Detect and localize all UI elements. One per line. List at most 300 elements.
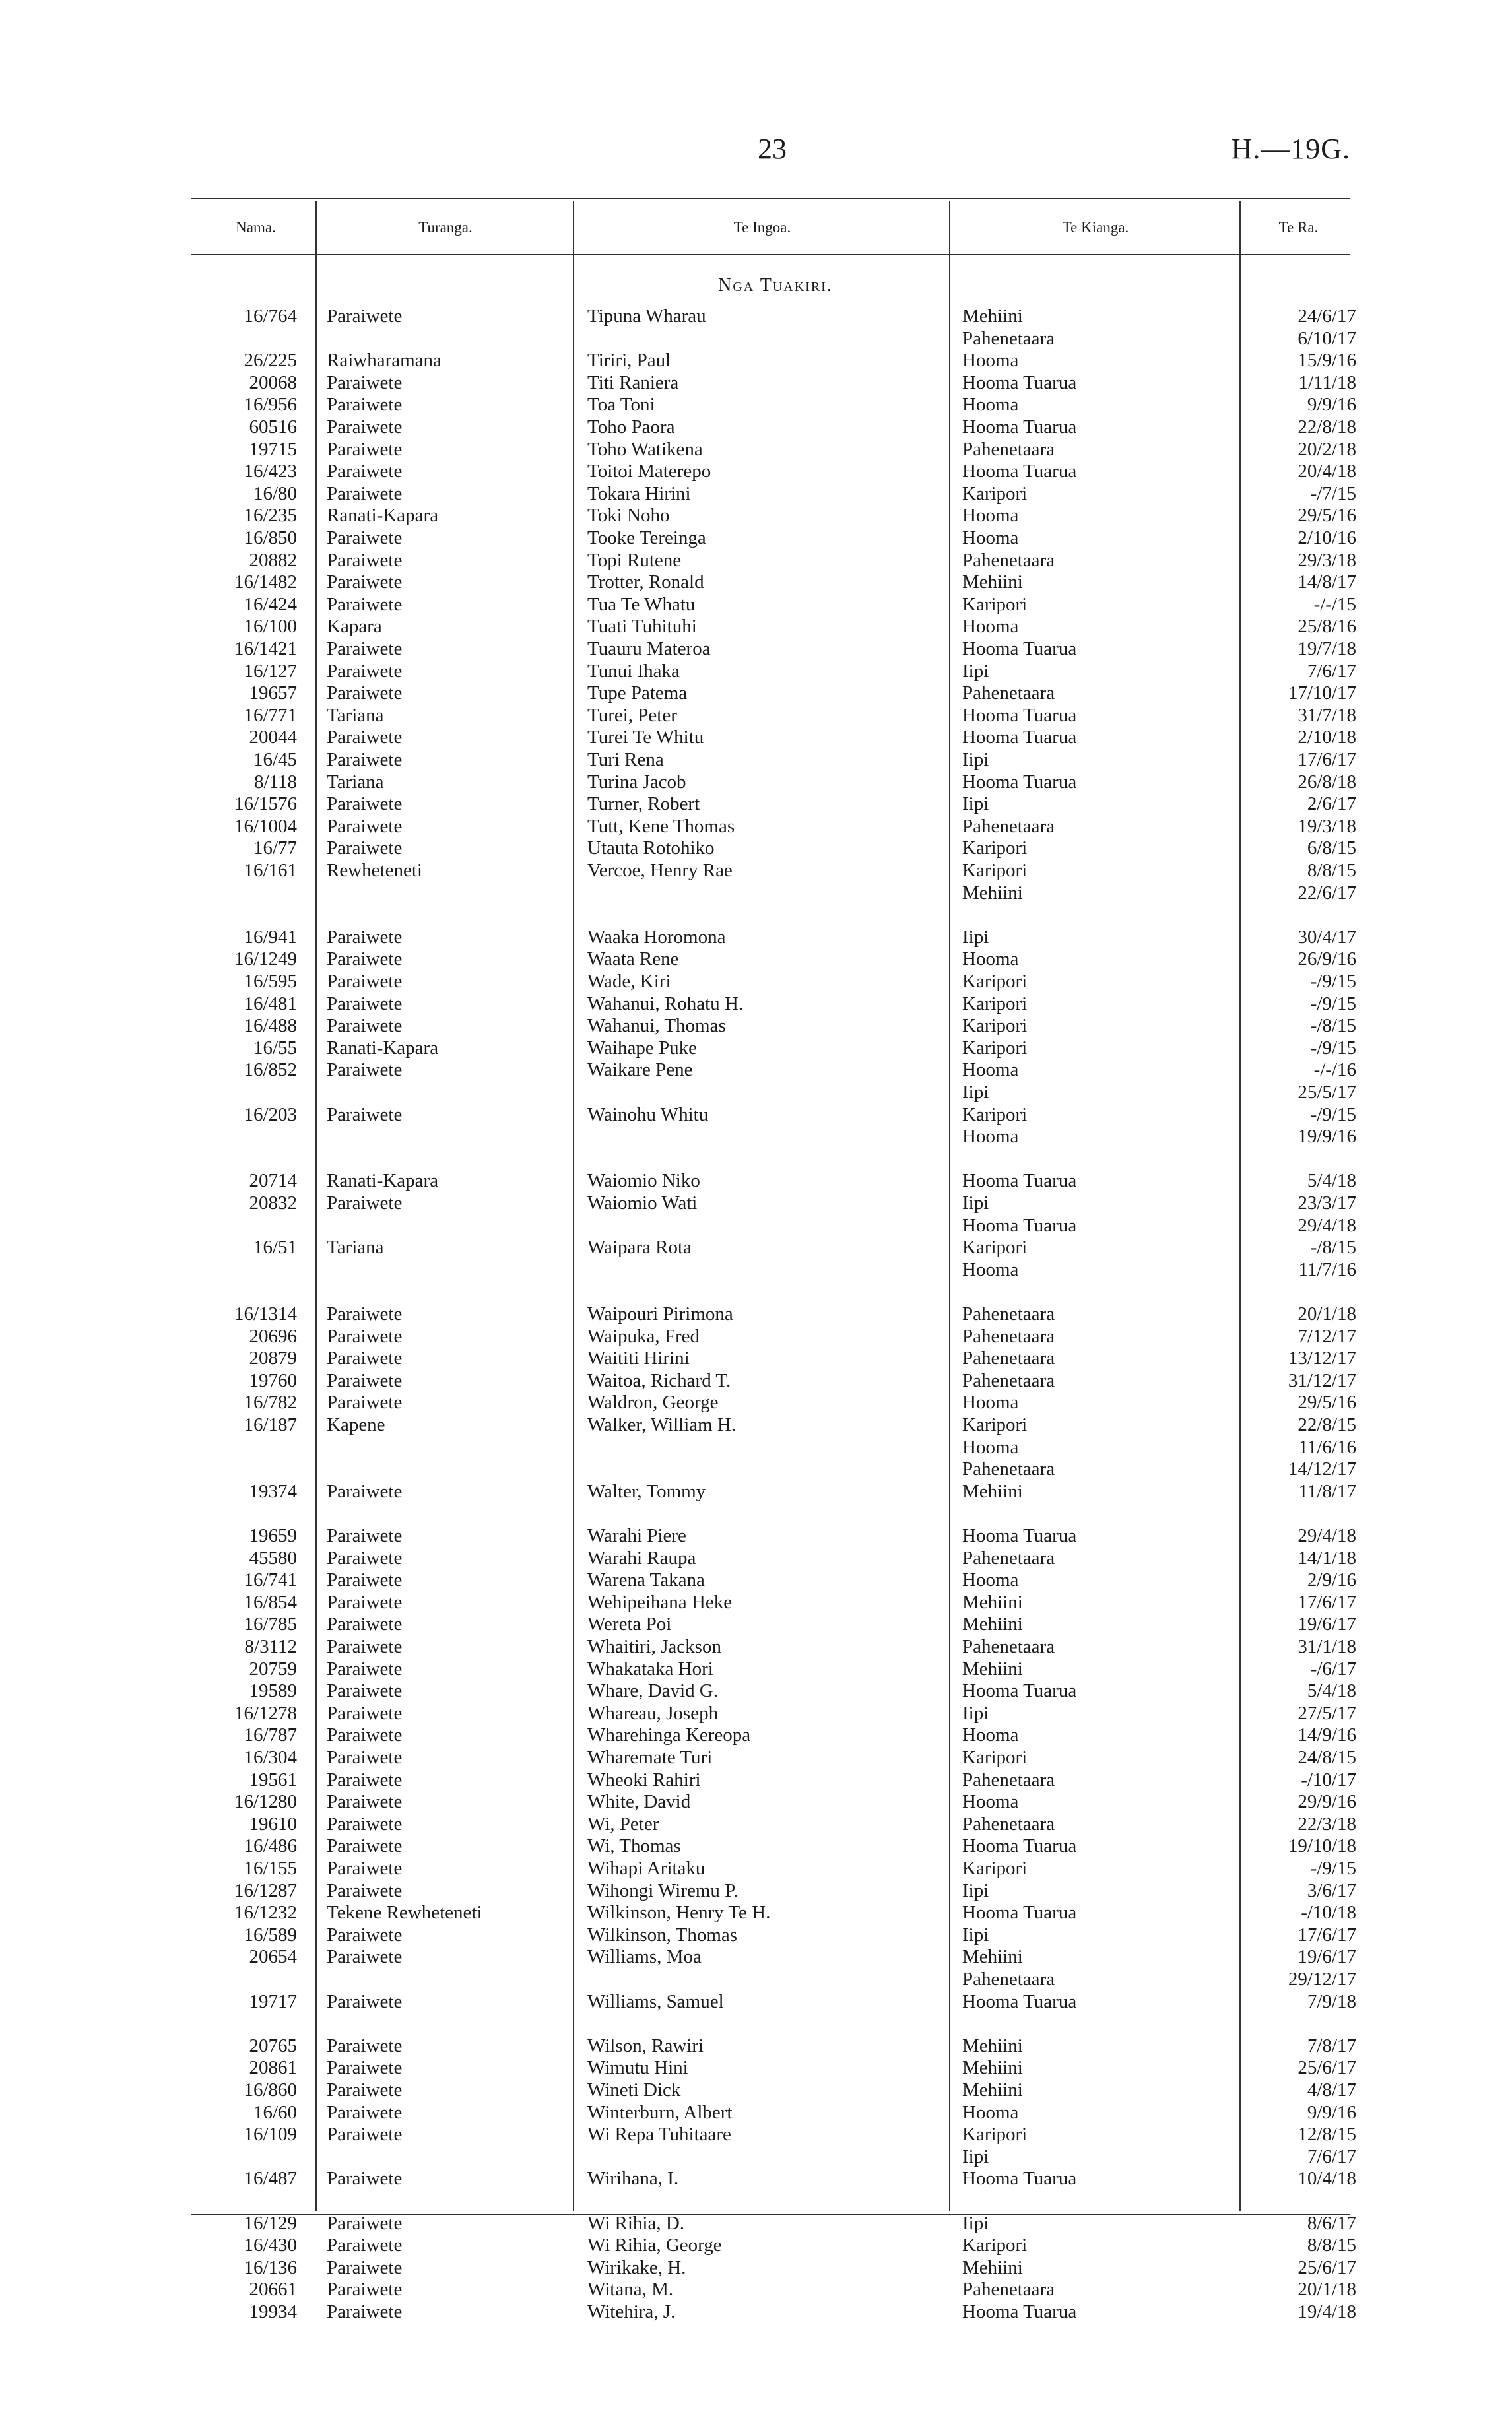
- row-turanga: Paraiwete: [327, 1525, 403, 1546]
- row-nama: 16/787: [244, 1724, 297, 1746]
- row-ingoa: Whakataka Hori: [587, 1658, 713, 1680]
- row-kianga: Karipori: [962, 1015, 1028, 1036]
- row-ingoa: Turner, Robert: [587, 793, 700, 814]
- row-ra: -/9/15: [1310, 993, 1356, 1014]
- row-ingoa: Tuati Tuhituhi: [587, 616, 697, 637]
- row-nama: 16/487: [244, 2168, 297, 2189]
- row-turanga: Paraiwete: [327, 2235, 403, 2256]
- row-nama: 16/100: [244, 616, 297, 637]
- row-ra: 19/7/18: [1298, 638, 1356, 659]
- row-ra: 5/4/18: [1307, 1680, 1356, 1701]
- row-nama: 16/589: [244, 1924, 297, 1946]
- row-kianga: Karipori: [962, 993, 1028, 1014]
- row-kianga: Hooma: [962, 1259, 1019, 1280]
- row-ra: 6/8/15: [1307, 837, 1356, 859]
- row-ingoa: Toho Watikena: [587, 439, 703, 460]
- row-ingoa: Waitoa, Richard T.: [587, 1370, 731, 1391]
- row-ra: 17/6/17: [1298, 1592, 1356, 1613]
- row-ingoa: Wi, Peter: [587, 1814, 659, 1835]
- row-kianga: Mehiini: [962, 1592, 1023, 1613]
- row-turanga: Paraiwete: [327, 2035, 403, 2056]
- row-kianga: Pahenetaara: [962, 682, 1055, 704]
- row-ingoa: Wilson, Rawiri: [587, 2035, 704, 2056]
- row-ra: 29/5/16: [1298, 505, 1356, 526]
- row-ra: 29/4/18: [1298, 1215, 1356, 1236]
- row-ingoa: Witehira, J.: [587, 2301, 676, 2322]
- row-kianga: Mehiini: [962, 882, 1023, 903]
- row-turanga: Paraiwete: [327, 1835, 403, 1856]
- row-nama: 16/187: [244, 1414, 297, 1435]
- row-turanga: Paraiwete: [327, 2080, 403, 2101]
- row-ra: 22/8/18: [1298, 416, 1356, 438]
- row-turanga: Paraiwete: [327, 1303, 403, 1325]
- row-turanga: Paraiwete: [327, 416, 403, 438]
- row-ra: 9/9/16: [1307, 394, 1356, 415]
- row-ra: 14/1/18: [1298, 1548, 1356, 1569]
- row-kianga: Karipori: [962, 483, 1028, 504]
- row-ra: -/8/15: [1310, 1237, 1356, 1258]
- row-kianga: Iipi: [962, 661, 989, 682]
- row-ra: 8/8/15: [1307, 860, 1356, 881]
- row-nama: 16/764: [244, 306, 297, 327]
- row-turanga: Paraiwete: [327, 816, 403, 837]
- row-ingoa: Witana, M.: [587, 2279, 674, 2300]
- row-ra: 13/12/17: [1288, 1348, 1356, 1369]
- row-kianga: Pahenetaara: [962, 1326, 1055, 1347]
- row-nama: 16/77: [253, 837, 297, 859]
- row-ingoa: Tipuna Wharau: [587, 306, 706, 327]
- row-turanga: Ranati-Kapara: [327, 1170, 439, 1191]
- row-ra: 7/9/18: [1307, 1991, 1356, 2012]
- row-ra: 17/6/17: [1298, 749, 1356, 770]
- row-ingoa: Wi Rihia, D.: [587, 2213, 685, 2234]
- row-ra: 19/6/17: [1298, 1614, 1356, 1635]
- row-nama: 19760: [249, 1370, 297, 1391]
- row-ra: 17/10/17: [1288, 682, 1356, 704]
- row-turanga: Paraiwete: [327, 971, 403, 992]
- row-nama: 16/80: [253, 483, 297, 504]
- row-kianga: Hooma Tuarua: [962, 416, 1077, 438]
- row-ra: 11/8/17: [1298, 1481, 1356, 1502]
- row-kianga: Mehiini: [962, 306, 1023, 327]
- row-turanga: Paraiwete: [327, 1946, 403, 1967]
- row-nama: 16/1314: [234, 1303, 297, 1325]
- row-kianga: Hooma Tuarua: [962, 1525, 1077, 1546]
- row-kianga: Iipi: [962, 1703, 989, 1724]
- row-ra: 14/8/17: [1298, 572, 1356, 593]
- row-turanga: Paraiwete: [327, 1658, 403, 1680]
- row-turanga: Paraiwete: [327, 2168, 403, 2189]
- row-kianga: Iipi: [962, 1082, 989, 1103]
- row-kianga: Hooma Tuarua: [962, 1680, 1077, 1701]
- row-kianga: Hooma Tuarua: [962, 2168, 1077, 2189]
- row-ingoa: Toki Noho: [587, 505, 670, 526]
- row-ingoa: Titi Raniera: [587, 372, 679, 393]
- row-ingoa: Waipuka, Fred: [587, 1326, 700, 1347]
- row-ingoa: Wimutu Hini: [587, 2057, 688, 2078]
- row-ra: 23/3/17: [1298, 1193, 1356, 1214]
- row-ra: 25/6/17: [1298, 2057, 1356, 2078]
- row-nama: 16/860: [244, 2080, 297, 2101]
- row-kianga: Hooma Tuarua: [962, 2301, 1077, 2322]
- row-kianga: Mehiini: [962, 1946, 1023, 1967]
- row-kianga: Hooma: [962, 1437, 1019, 1458]
- row-ra: 24/8/15: [1298, 1747, 1356, 1768]
- row-ra: 22/8/15: [1298, 1414, 1356, 1435]
- row-ingoa: Turei Te Whitu: [587, 727, 704, 748]
- row-turanga: Paraiwete: [327, 1015, 403, 1036]
- row-kianga: Karipori: [962, 1037, 1028, 1059]
- row-nama: 16/1278: [234, 1703, 297, 1724]
- row-ingoa: Turi Rena: [587, 749, 664, 770]
- row-kianga: Pahenetaara: [962, 1348, 1055, 1369]
- row-kianga: Karipori: [962, 1414, 1028, 1435]
- row-ingoa: Waldron, George: [587, 1392, 719, 1413]
- row-nama: 16/854: [244, 1592, 297, 1613]
- column-header-te-kianga: Te Kianga.: [1062, 219, 1129, 236]
- row-nama: 16/109: [244, 2124, 297, 2145]
- row-turanga: Paraiwete: [327, 927, 403, 948]
- row-ra: 5/4/18: [1307, 1170, 1356, 1191]
- row-ingoa: Vercoe, Henry Rae: [587, 860, 733, 881]
- row-nama: 20714: [249, 1170, 297, 1191]
- row-turanga: Tariana: [327, 705, 384, 726]
- page-number: 23: [758, 133, 787, 165]
- row-ra: 11/6/16: [1298, 1437, 1356, 1458]
- row-ingoa: Waata Rene: [587, 948, 679, 969]
- row-nama: 20044: [249, 727, 297, 748]
- row-kianga: Mehiini: [962, 1481, 1023, 1502]
- row-kianga: Hooma Tuarua: [962, 1215, 1077, 1236]
- row-kianga: Mehiini: [962, 572, 1023, 593]
- row-kianga: Mehiini: [962, 2257, 1023, 2278]
- row-kianga: Karipori: [962, 594, 1028, 615]
- row-ra: 19/9/16: [1298, 1126, 1356, 1147]
- row-kianga: Hooma Tuarua: [962, 638, 1077, 659]
- row-ingoa: Wirikake, H.: [587, 2257, 686, 2278]
- row-nama: 20654: [249, 1946, 297, 1967]
- row-ra: 20/4/18: [1298, 461, 1356, 482]
- row-turanga: Paraiwete: [327, 1348, 403, 1369]
- row-ra: 22/3/18: [1298, 1814, 1356, 1835]
- row-kianga: Mehiini: [962, 1614, 1023, 1635]
- row-ingoa: Waipara Rota: [587, 1237, 692, 1258]
- row-nama: 16/481: [244, 993, 297, 1014]
- row-ra: 20/2/18: [1298, 439, 1356, 460]
- row-turanga: Paraiwete: [327, 661, 403, 682]
- row-ingoa: White, David: [587, 1791, 691, 1812]
- row-nama: 16/304: [244, 1747, 297, 1768]
- row-nama: 19374: [249, 1481, 297, 1502]
- row-ra: -/9/15: [1310, 971, 1356, 992]
- column-header-turanga: Turanga.: [418, 219, 473, 236]
- row-nama: 16/51: [253, 1237, 297, 1258]
- row-kianga: Pahenetaara: [962, 1370, 1055, 1391]
- row-nama: 16/488: [244, 1015, 297, 1036]
- row-turanga: Paraiwete: [327, 2057, 403, 2078]
- row-kianga: Pahenetaara: [962, 1969, 1055, 1990]
- row-ingoa: Winterburn, Albert: [587, 2102, 733, 2123]
- row-ingoa: Wineti Dick: [587, 2080, 681, 2101]
- row-ra: 29/4/18: [1298, 1525, 1356, 1546]
- row-turanga: Paraiwete: [327, 1769, 403, 1790]
- row-turanga: Paraiwete: [327, 1059, 403, 1080]
- row-ra: 19/10/18: [1288, 1835, 1356, 1856]
- row-turanga: Paraiwete: [327, 394, 403, 415]
- row-ingoa: Wi, Thomas: [587, 1835, 681, 1856]
- row-nama: 20882: [249, 550, 297, 571]
- row-kianga: Pahenetaara: [962, 328, 1055, 349]
- row-ingoa: Wehipeihana Heke: [587, 1592, 733, 1613]
- row-ra: 26/9/16: [1298, 948, 1356, 969]
- row-turanga: Paraiwete: [327, 483, 403, 504]
- row-nama: 20832: [249, 1193, 297, 1214]
- row-ingoa: Walter, Tommy: [587, 1481, 706, 1502]
- row-nama: 20765: [249, 2035, 297, 2056]
- row-ingoa: Turei, Peter: [587, 705, 677, 726]
- row-turanga: Paraiwete: [327, 793, 403, 814]
- row-ra: -/7/15: [1310, 483, 1356, 504]
- row-turanga: Paraiwete: [327, 2257, 403, 2278]
- row-ra: 8/6/17: [1307, 2213, 1356, 2234]
- row-nama: 16/771: [244, 705, 297, 726]
- row-ra: 20/1/18: [1298, 1303, 1356, 1325]
- row-turanga: Rewheteneti: [327, 860, 422, 881]
- row-ingoa: Whareau, Joseph: [587, 1703, 719, 1724]
- row-nama: 26/225: [244, 350, 297, 371]
- row-turanga: Paraiwete: [327, 439, 403, 460]
- row-nama: 20879: [249, 1348, 297, 1369]
- row-turanga: Paraiwete: [327, 1392, 403, 1413]
- row-nama: 16/127: [244, 661, 297, 682]
- row-kianga: Hooma: [962, 527, 1019, 548]
- row-ra: 7/6/17: [1307, 661, 1356, 682]
- row-turanga: Paraiwete: [327, 550, 403, 571]
- row-ra: 31/12/17: [1288, 1370, 1356, 1391]
- row-ra: 19/6/17: [1298, 1946, 1356, 1967]
- row-ingoa: Wi Rihia, George: [587, 2235, 722, 2256]
- row-nama: 19659: [249, 1525, 297, 1546]
- row-nama: 20861: [249, 2057, 297, 2078]
- row-nama: 16/1576: [234, 793, 297, 814]
- row-kianga: Pahenetaara: [962, 1769, 1055, 1790]
- row-kianga: Iipi: [962, 1193, 989, 1214]
- row-kianga: Iipi: [962, 2213, 989, 2234]
- row-nama: 16/136: [244, 2257, 297, 2278]
- row-turanga: Paraiwete: [327, 2301, 403, 2322]
- row-turanga: Paraiwete: [327, 1370, 403, 1391]
- row-turanga: Paraiwete: [327, 2279, 403, 2300]
- row-ingoa: Toa Toni: [587, 394, 655, 415]
- row-kianga: Pahenetaara: [962, 1814, 1055, 1835]
- row-ra: 1/11/18: [1298, 372, 1356, 393]
- row-kianga: Mehiini: [962, 2035, 1023, 2056]
- row-ra: 17/6/17: [1298, 1924, 1356, 1946]
- row-ingoa: Tokara Hirini: [587, 483, 691, 504]
- row-ingoa: Tupe Patema: [587, 682, 688, 704]
- row-turanga: Paraiwete: [327, 727, 403, 748]
- row-kianga: Iipi: [962, 2146, 989, 2167]
- row-ingoa: Waiomio Wati: [587, 1193, 698, 1214]
- row-ingoa: Waipouri Pirimona: [587, 1303, 733, 1325]
- row-kianga: Karipori: [962, 837, 1028, 859]
- row-nama: 20068: [249, 372, 297, 393]
- row-turanga: Paraiwete: [327, 1724, 403, 1746]
- row-nama: 19589: [249, 1680, 297, 1701]
- row-turanga: Tariana: [327, 771, 384, 793]
- row-ra: 29/12/17: [1288, 1969, 1356, 1990]
- row-kianga: Mehiini: [962, 2080, 1023, 2101]
- row-ra: 3/6/17: [1307, 1880, 1356, 1901]
- row-kianga: Iipi: [962, 927, 989, 948]
- row-ingoa: Wade, Kiri: [587, 971, 671, 992]
- row-ingoa: Wahanui, Rohatu H.: [587, 993, 744, 1014]
- row-turanga: Paraiwete: [327, 1858, 403, 1879]
- row-nama: 19561: [249, 1769, 297, 1790]
- row-ra: -/9/15: [1310, 1858, 1356, 1879]
- row-kianga: Hooma: [962, 1724, 1019, 1746]
- row-kianga: Karipori: [962, 1237, 1028, 1258]
- row-ingoa: Whaitiri, Jackson: [587, 1636, 721, 1657]
- row-ingoa: Tooke Tereinga: [587, 527, 706, 548]
- row-ra: 22/6/17: [1298, 882, 1356, 903]
- row-ingoa: Wainohu Whitu: [587, 1104, 709, 1125]
- row-turanga: Paraiwete: [327, 461, 403, 482]
- row-ra: 14/9/16: [1298, 1724, 1356, 1746]
- row-nama: 16/1287: [234, 1880, 297, 1901]
- row-ra: 14/12/17: [1288, 1458, 1356, 1480]
- row-ingoa: Utauta Rotohiko: [587, 837, 715, 859]
- row-turanga: Paraiwete: [327, 682, 403, 704]
- row-ra: 2/10/18: [1298, 727, 1356, 748]
- row-ra: 11/7/16: [1298, 1259, 1356, 1280]
- row-ingoa: Wharemate Turi: [587, 1747, 713, 1768]
- row-ra: 30/4/17: [1298, 927, 1356, 948]
- row-ra: -/8/15: [1310, 1015, 1356, 1036]
- row-turanga: Paraiwete: [327, 1481, 403, 1502]
- row-nama: 20696: [249, 1326, 297, 1347]
- row-ingoa: Wharehinga Kereopa: [587, 1724, 751, 1746]
- column-header-nama: Nama.: [236, 219, 276, 236]
- row-kianga: Hooma Tuarua: [962, 705, 1077, 726]
- row-kianga: Pahenetaara: [962, 550, 1055, 571]
- row-ingoa: Wilkinson, Henry Te H.: [587, 1902, 771, 1923]
- row-turanga: Paraiwete: [327, 2213, 403, 2234]
- row-nama: 16/424: [244, 594, 297, 615]
- row-kianga: Hooma: [962, 1126, 1019, 1147]
- row-ingoa: Warahi Piere: [587, 1525, 686, 1546]
- row-turanga: Tekene Rewheteneti: [327, 1902, 482, 1923]
- row-turanga: Paraiwete: [327, 993, 403, 1014]
- row-kianga: Pahenetaara: [962, 1458, 1055, 1480]
- row-turanga: Paraiwete: [327, 1747, 403, 1768]
- row-kianga: Hooma: [962, 1059, 1019, 1080]
- row-ingoa: Tunui Ihaka: [587, 661, 680, 682]
- row-ra: 2/10/16: [1298, 527, 1356, 548]
- row-kianga: Karipori: [962, 1104, 1028, 1125]
- row-ra: 25/8/16: [1298, 616, 1356, 637]
- row-ra: -/-/16: [1313, 1059, 1356, 1080]
- row-ingoa: Wheoki Rahiri: [587, 1769, 701, 1790]
- row-turanga: Paraiwete: [327, 1636, 403, 1657]
- row-turanga: Paraiwete: [327, 1880, 403, 1901]
- row-turanga: Paraiwete: [327, 1193, 403, 1214]
- row-ra: 20/1/18: [1298, 2279, 1356, 2300]
- row-turanga: Paraiwete: [327, 1924, 403, 1946]
- row-ra: 25/6/17: [1298, 2257, 1356, 2278]
- row-kianga: Iipi: [962, 1880, 989, 1901]
- row-nama: 16/1421: [234, 638, 297, 659]
- row-nama: 16/1004: [234, 816, 297, 837]
- row-nama: 16/785: [244, 1614, 297, 1635]
- row-nama: 16/235: [244, 505, 297, 526]
- row-nama: 16/1280: [234, 1791, 297, 1812]
- row-kianga: Pahenetaara: [962, 439, 1055, 460]
- row-nama: 20661: [249, 2279, 297, 2300]
- row-turanga: Paraiwete: [327, 306, 403, 327]
- row-nama: 19934: [249, 2301, 297, 2322]
- row-turanga: Kapene: [327, 1414, 385, 1435]
- row-turanga: Paraiwete: [327, 1326, 403, 1347]
- row-kianga: Pahenetaara: [962, 1303, 1055, 1325]
- row-kianga: Karipori: [962, 971, 1028, 992]
- row-ingoa: Williams, Moa: [587, 1946, 702, 1967]
- row-ra: 2/6/17: [1307, 793, 1356, 814]
- row-ra: 27/5/17: [1298, 1703, 1356, 1724]
- section-title: Nga Tuakiri.: [718, 275, 833, 296]
- row-ra: 26/8/18: [1298, 771, 1356, 793]
- row-ingoa: Tiriri, Paul: [587, 350, 671, 371]
- row-kianga: Pahenetaara: [962, 1548, 1055, 1569]
- row-ingoa: Walker, William H.: [587, 1414, 737, 1435]
- row-turanga: Paraiwete: [327, 948, 403, 969]
- row-nama: 20759: [249, 1658, 297, 1680]
- row-turanga: Paraiwete: [327, 2124, 403, 2145]
- row-nama: 19610: [249, 1814, 297, 1835]
- row-nama: 19657: [249, 682, 297, 704]
- row-kianga: Hooma Tuarua: [962, 461, 1077, 482]
- row-ra: 6/10/17: [1298, 328, 1356, 349]
- row-ingoa: Wahanui, Thomas: [587, 1015, 726, 1036]
- row-kianga: Hooma Tuarua: [962, 771, 1077, 793]
- row-nama: 8/118: [254, 771, 297, 793]
- row-ingoa: Topi Rutene: [587, 550, 682, 571]
- row-ra: 31/1/18: [1298, 1636, 1356, 1657]
- page-reference: H.—19G.: [1231, 133, 1350, 165]
- row-ra: 29/3/18: [1298, 550, 1356, 571]
- row-ra: -/6/17: [1310, 1658, 1356, 1680]
- row-nama: 16/129: [244, 2213, 297, 2234]
- row-ra: 7/6/17: [1307, 2146, 1356, 2167]
- row-ingoa: Waiomio Niko: [587, 1170, 700, 1191]
- row-nama: 16/741: [244, 1569, 297, 1590]
- row-turanga: Paraiwete: [327, 837, 403, 859]
- row-turanga: Paraiwete: [327, 594, 403, 615]
- row-nama: 16/595: [244, 971, 297, 992]
- row-turanga: Paraiwete: [327, 2102, 403, 2123]
- row-turanga: Kapara: [327, 616, 382, 637]
- row-turanga: Ranati-Kapara: [327, 505, 439, 526]
- row-ra: -/10/17: [1301, 1769, 1356, 1790]
- row-turanga: Paraiwete: [327, 638, 403, 659]
- row-ra: -/9/15: [1310, 1104, 1356, 1125]
- row-kianga: Hooma: [962, 505, 1019, 526]
- row-ingoa: Wilkinson, Thomas: [587, 1924, 738, 1946]
- row-ra: 25/5/17: [1298, 1082, 1356, 1103]
- row-nama: 16/203: [244, 1104, 297, 1125]
- column-header-te-ra: Te Ra.: [1278, 219, 1319, 236]
- row-kianga: Pahenetaara: [962, 816, 1055, 837]
